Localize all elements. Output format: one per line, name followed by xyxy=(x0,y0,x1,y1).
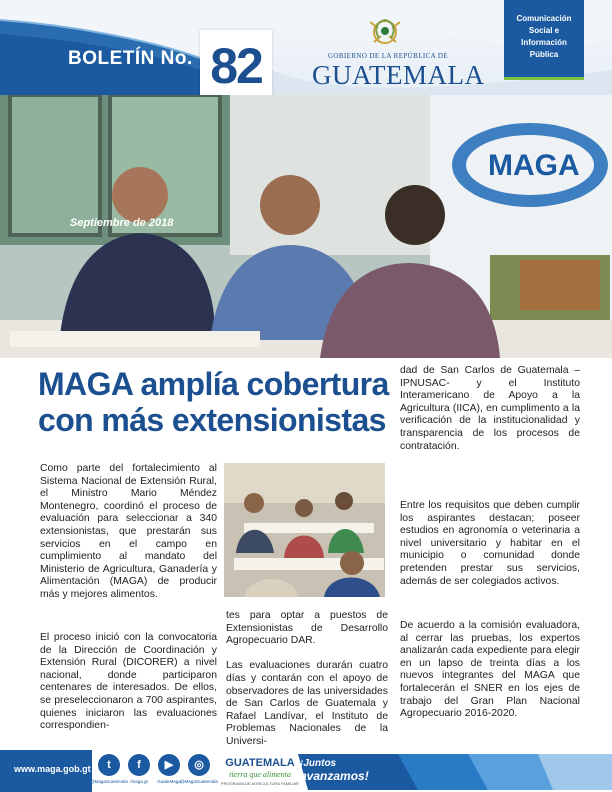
paragraph-text: tes para optar a puestos de Extensionistas de Desarrollo Agropecuario DAR. xyxy=(226,610,388,647)
article-paragraph: El proceso inició con la convocatoria de la Dirección de Coordinación y Extensión Rural (DICORER) a nivel nacional, donde participaron centenares de interesados. De ellos, se preseleccionaron a 700 aspirantes, quienes iniciaron las evaluaciones correspondien- xyxy=(40,632,217,732)
headline-line2: con más extensionistas xyxy=(38,402,386,438)
footer-logo-title: GUATEMALA xyxy=(225,757,295,769)
social-label: @MagaGuatemala xyxy=(180,779,218,784)
article-paragraph: dad de San Carlos de Guatemala –IPNUSAC- y el Instituto Interamericano de Apoyo a la Agricultura (IICA), en cumplimento a la verificación de la institucionalidad y transparencia de los procesos de contratación. xyxy=(400,365,580,452)
footer-logo-subtitle: tierra que alimenta xyxy=(229,770,291,779)
facebook-icon[interactable]: f xyxy=(128,754,150,776)
article-headline xyxy=(38,366,398,438)
website-link[interactable]: www.maga.gob.gt xyxy=(14,764,91,774)
footer-url-box xyxy=(0,750,92,792)
gov-label: GOBIERNO DE LA REPÚBLICA DE xyxy=(327,52,449,60)
comm-line: Social e xyxy=(528,26,560,35)
bulletin-number: 82 xyxy=(210,38,262,94)
social-label: GuateMaga xyxy=(157,779,181,784)
comm-line: Comunicación xyxy=(516,14,572,23)
bulletin-label: BOLETÍN No. xyxy=(68,48,193,69)
guatemala-crest-icon xyxy=(366,14,404,50)
comm-box xyxy=(504,0,584,80)
article-paragraph: De acuerdo a la comisión evaluadora, al cerrar las pruebas, los expertos analizarán cada expediente para elegir en un lapso de treinta días a los nuevos integrantes del MAGA que fortalecerán el SNER en los ejes de trabajo del Gran Plan Nacional Agropecuario 2016-2020. xyxy=(400,620,580,720)
gov-name: GUATEMALA xyxy=(312,60,485,90)
header xyxy=(0,0,612,95)
footer xyxy=(0,750,612,792)
social-label: /maga.gt xyxy=(130,779,148,784)
bulletin-number-box xyxy=(200,30,272,102)
twitter-icon[interactable]: t xyxy=(98,754,120,776)
paragraph-text: Las evaluaciones durarán cuatro días y contarán con el apoyo de observadores de las universidades de San Carlos de Guatemala y Rafael Landívar, el Instituto de Problemas Nacionales de la Universi- xyxy=(226,660,388,747)
footer-logo-program: PROGRAMA DE AGRICULTURA FAMILIAR xyxy=(220,781,300,786)
slogan-line2: avanzamos! xyxy=(300,769,369,783)
youtube-icon[interactable]: ▶ xyxy=(158,754,180,776)
article-paragraph: Entre los requisitos que deben cumplir los aspirantes destacan; poseer estudios en agronomía o veterinaria a nivel universitario y habitar en el municipio o comunidad donde pretenden prestar sus servicios, además de ser colegiados activos. xyxy=(400,500,580,587)
comm-line: Pública xyxy=(529,50,559,59)
main-photo xyxy=(0,95,612,358)
social-label: @MagaGuatemala xyxy=(90,779,128,784)
article-paragraph: Como parte del fortalecimiento al Sistema Nacional de Extensión Rural, el Ministro Mario Méndez Montenegro, coordinó el proceso de evaluación para seleccionar a 340 extensionistas, que prestarán sus servicios en el campo en cumplimiento al mandato del Ministerio de Agricultura, Ganadería y Alimentación (MAGA) de producir más y mejores alimentos. xyxy=(40,463,217,600)
inset-photo-illustration xyxy=(224,463,385,597)
slogan-line1: ¡Juntos xyxy=(300,758,337,769)
photo-banner-text: MAGA xyxy=(488,149,580,182)
article-paragraph xyxy=(226,610,388,749)
instagram-icon[interactable]: ◎ xyxy=(188,754,210,776)
bulletin-date: Septiembre de 2018 xyxy=(70,217,174,229)
headline-line1: MAGA amplía cobertura xyxy=(38,366,389,402)
inset-photo xyxy=(224,463,385,597)
comm-line: Información xyxy=(521,38,567,47)
